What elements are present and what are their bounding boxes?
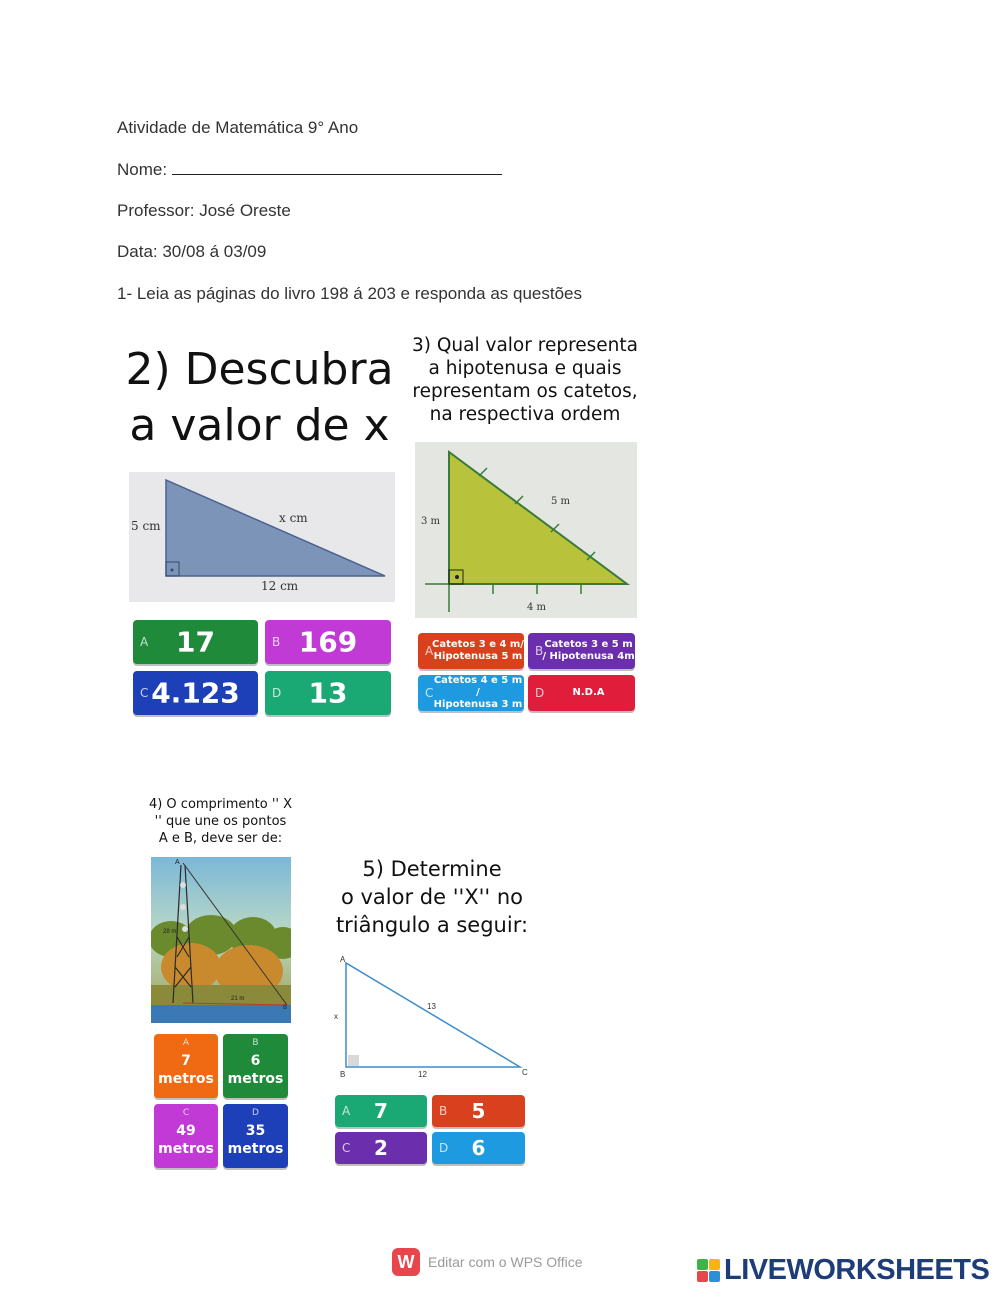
option-line1: Catetos 4 e 5 m / [433, 675, 523, 698]
question-3-title-line: a hipotenusa e quais [428, 358, 622, 379]
q2-option-c[interactable] [133, 671, 258, 715]
date-line: Data: 30/08 á 03/09 [117, 242, 267, 261]
question-3-triangle-figure [415, 442, 637, 618]
question-3-panel [405, 330, 645, 720]
worksheet-title: Atividade de Matemática 9° Ano [117, 118, 359, 137]
option-value: 7 [374, 1099, 388, 1123]
question-2-panel [118, 330, 401, 720]
question-2-triangle-figure [129, 472, 395, 602]
option-line1: 35 [245, 1122, 266, 1139]
option-value [528, 639, 635, 663]
option-letter: D [439, 1141, 449, 1155]
base-label: 4 m [527, 602, 547, 613]
option-letter: C [140, 686, 149, 700]
option-letter: B [252, 1038, 259, 1048]
option-line2: metros [227, 1140, 284, 1157]
q5-option-d[interactable] [432, 1132, 525, 1164]
option-letter: B [272, 635, 281, 649]
option-value [154, 1052, 218, 1088]
option-value [223, 1052, 288, 1088]
logo-square [709, 1259, 720, 1270]
question-2-title-line2: a valor de x [129, 400, 390, 451]
name-row [117, 160, 502, 180]
triangle-shape [346, 963, 520, 1067]
option-letter: B [535, 644, 544, 658]
option-value: 169 [298, 625, 358, 659]
side-label-5cm: 5 cm [131, 519, 161, 533]
option-value [418, 639, 524, 663]
option-line1: 7 [181, 1052, 191, 1069]
question-4-title-line: 4) O comprimento '' X [148, 797, 293, 812]
name-label: Nome: [117, 160, 168, 179]
option-letter: D [535, 686, 545, 700]
option-line1: Catetos 3 e 5 m [544, 639, 633, 650]
option-value [223, 1122, 288, 1158]
instruction-line: 1- Leia as páginas do livro 198 á 203 e responda as questões [117, 284, 582, 303]
option-value [418, 675, 524, 711]
vertex-b-label: B [340, 1070, 346, 1079]
option-line1: 6 [250, 1052, 261, 1069]
q4-option-a[interactable] [154, 1034, 218, 1098]
name-blank-line [172, 160, 502, 175]
vertex-a-label: A [340, 955, 346, 964]
professor-line: Professor: José Oreste [117, 201, 291, 220]
point-b-label: B [283, 1005, 288, 1011]
option-letter: A [140, 635, 149, 649]
option-value: 13 [308, 676, 348, 710]
q4-option-d[interactable] [223, 1104, 288, 1168]
base-label: 21 m [231, 996, 245, 1002]
option-line2: metros [227, 1070, 284, 1087]
option-value: N.D.A [572, 687, 605, 698]
question-5-panel [326, 845, 538, 1175]
liveworksheets-squares-icon [697, 1259, 720, 1282]
point-a-label: A [175, 859, 180, 866]
option-letter: C [182, 1108, 190, 1118]
question-5-title [326, 855, 538, 939]
option-value: 17 [176, 625, 215, 659]
option-line2: Hipotenusa 5 m [433, 651, 523, 662]
option-line2: / Hipotenusa 4m [542, 651, 635, 662]
hypotenuse-label: x cm [279, 511, 308, 525]
option-line2: Hipotenusa 3 m [433, 699, 523, 710]
q4-option-b[interactable] [223, 1034, 288, 1098]
question-3-title-line: 3) Qual valor representa [412, 335, 638, 356]
option-letter: A [342, 1104, 351, 1118]
option-letter: B [439, 1104, 448, 1118]
q5-option-c[interactable] [335, 1132, 427, 1164]
option-letter: C [425, 686, 434, 700]
q2-option-d[interactable] [265, 671, 391, 715]
q3-option-d[interactable] [528, 675, 635, 711]
base-label: 12 cm [261, 579, 299, 593]
option-value: 2 [374, 1136, 388, 1160]
question-4-title-line: A e B, deve ser de: [158, 831, 283, 846]
question-5-triangle-figure [332, 953, 532, 1083]
question-2-title [118, 342, 401, 454]
question-3-title-line: representam os catetos, [412, 381, 638, 402]
side-label-3m: 3 m [421, 516, 441, 527]
side-x-label: x [334, 1012, 338, 1021]
option-line2: metros [158, 1070, 214, 1087]
q5-option-a[interactable] [335, 1095, 427, 1127]
question-4-panel [118, 792, 323, 1172]
option-letter: D [272, 686, 282, 700]
liveworksheets-brand-text: LIVEWORKSHEETS [724, 1254, 990, 1286]
hypotenuse-label: 13 [427, 1002, 436, 1011]
question-5-title-line: triângulo a seguir: [335, 913, 529, 937]
option-line2: metros [158, 1140, 214, 1157]
wps-logo-icon: W [392, 1248, 420, 1276]
base-label: 12 [418, 1070, 427, 1079]
option-line1: Catetos 3 e 4 m/ [432, 639, 524, 650]
question-5-title-line: o valor de ''X'' no [340, 885, 524, 909]
logo-square [697, 1259, 708, 1270]
liveworksheets-logo [697, 1254, 989, 1287]
logo-square [709, 1271, 720, 1282]
option-letter: D [252, 1108, 259, 1118]
option-letter: A [425, 644, 434, 658]
question-5-title-line: 5) Determine [362, 857, 502, 881]
option-value: 6 [471, 1136, 486, 1160]
option-value [154, 1122, 218, 1158]
option-value: 5 [471, 1099, 486, 1123]
q2-option-b[interactable] [265, 620, 391, 664]
vertex-c-label: C [522, 1068, 528, 1077]
question-4-title-line: '' que une os pontos [154, 814, 287, 829]
option-letter: C [342, 1141, 351, 1155]
q5-option-b[interactable] [432, 1095, 525, 1127]
question-3-title-line: na respectiva ordem [429, 404, 621, 425]
question-2-title-line1: 2) Descubra [125, 344, 394, 395]
wps-office-badge[interactable] [392, 1248, 583, 1276]
q3-option-b[interactable] [528, 633, 635, 669]
q4-option-c[interactable] [154, 1104, 218, 1168]
q3-option-c[interactable] [418, 675, 524, 711]
question-4-title [118, 796, 323, 847]
wps-edit-text: Editar com o WPS Office [428, 1254, 583, 1270]
hypotenuse-label: 5 m [551, 496, 571, 507]
question-4-tower-figure [151, 857, 291, 1023]
q2-option-a[interactable] [133, 620, 258, 664]
option-line1: 49 [176, 1122, 196, 1139]
option-value: 4.123 [151, 676, 240, 710]
logo-square [697, 1271, 708, 1282]
height-label: 28 m [163, 929, 177, 935]
question-3-title [405, 334, 645, 426]
q3-option-a[interactable] [418, 633, 524, 669]
option-letter: A [182, 1038, 190, 1048]
